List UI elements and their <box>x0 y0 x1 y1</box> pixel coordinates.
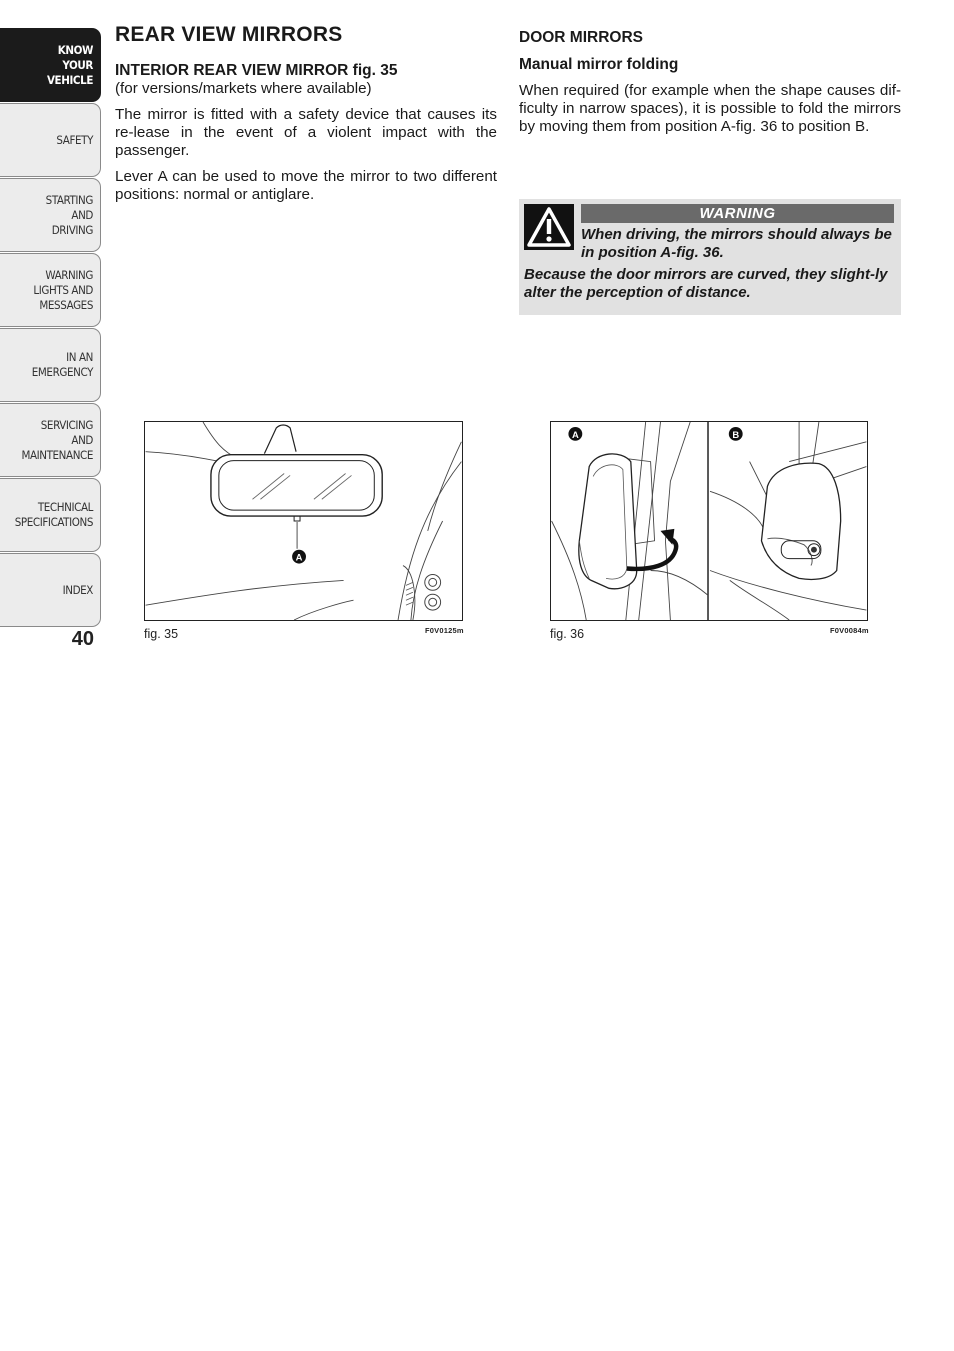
figure-35-code: F0V0125m <box>425 626 464 635</box>
figure-36-code: F0V0084m <box>830 626 869 635</box>
right-column <box>519 24 901 144</box>
tab-index[interactable]: INDEX <box>0 553 101 627</box>
tab-know-your-vehicle[interactable]: KNOW YOUR VEHICLE <box>0 28 101 102</box>
tab-warning-lights[interactable]: WARNING LIGHTS AND MESSAGES <box>0 253 101 327</box>
paragraph-safety-device: The mirror is fitted with a safety device that causes its re-lease in the event of a violent impact with the passenger. <box>115 106 497 159</box>
subheading-manual-folding: Manual mirror folding <box>519 56 679 73</box>
warning-text-curved: Because the door mirrors are curved, they slight-ly alter the perception of distance. <box>524 266 888 301</box>
section-tabs <box>0 28 101 628</box>
section-heading-interior-mirror: INTERIOR REAR VIEW MIRROR fig. 35 <box>115 62 398 79</box>
warning-text-position: When driving, the mirrors should always be in position A-fig. 36. <box>581 226 892 261</box>
figure-36-caption: fig. 36 <box>550 627 585 641</box>
figure-36-door-mirror <box>550 421 868 621</box>
door-mirror-illustration <box>551 422 867 620</box>
tab-servicing[interactable]: SERVICING AND MAINTENANCE <box>0 403 101 477</box>
figure-35-caption: fig. 35 <box>144 627 179 641</box>
figure-36-label-a: A <box>571 428 579 440</box>
interior-mirror-illustration <box>145 422 462 620</box>
warning-title: WARNING <box>581 204 894 223</box>
tab-in-an-emergency[interactable]: IN AN EMERGENCY <box>0 328 101 402</box>
figure-36-label-b: B <box>732 428 740 440</box>
tab-starting-and-driving[interactable]: STARTING AND DRIVING <box>0 178 101 252</box>
section-heading-door-mirrors: DOOR MIRRORS <box>519 29 643 46</box>
tab-safety[interactable]: SAFETY <box>0 103 101 177</box>
left-column <box>115 24 497 212</box>
page-number: 40 <box>71 628 94 650</box>
availability-note: (for versions/markets where available) <box>115 80 372 97</box>
warning-triangle-icon <box>524 204 574 250</box>
tab-technical-specifications[interactable]: TECHNICAL SPECIFICATIONS <box>0 478 101 552</box>
warning-box <box>519 199 901 315</box>
page-title: REAR VIEW MIRRORS <box>115 23 343 46</box>
figure-35-label-a: A <box>295 551 303 563</box>
paragraph-folding: When required (for example when the shape causes dif-ficulty in narrow spaces), it is possible to fold the mirrors by moving them from position A-fig. 36 to position B. <box>519 82 901 135</box>
figure-35-interior-mirror <box>144 421 463 621</box>
paragraph-lever: Lever A can be used to move the mirror to two different positions: normal or antiglare. <box>115 168 497 203</box>
